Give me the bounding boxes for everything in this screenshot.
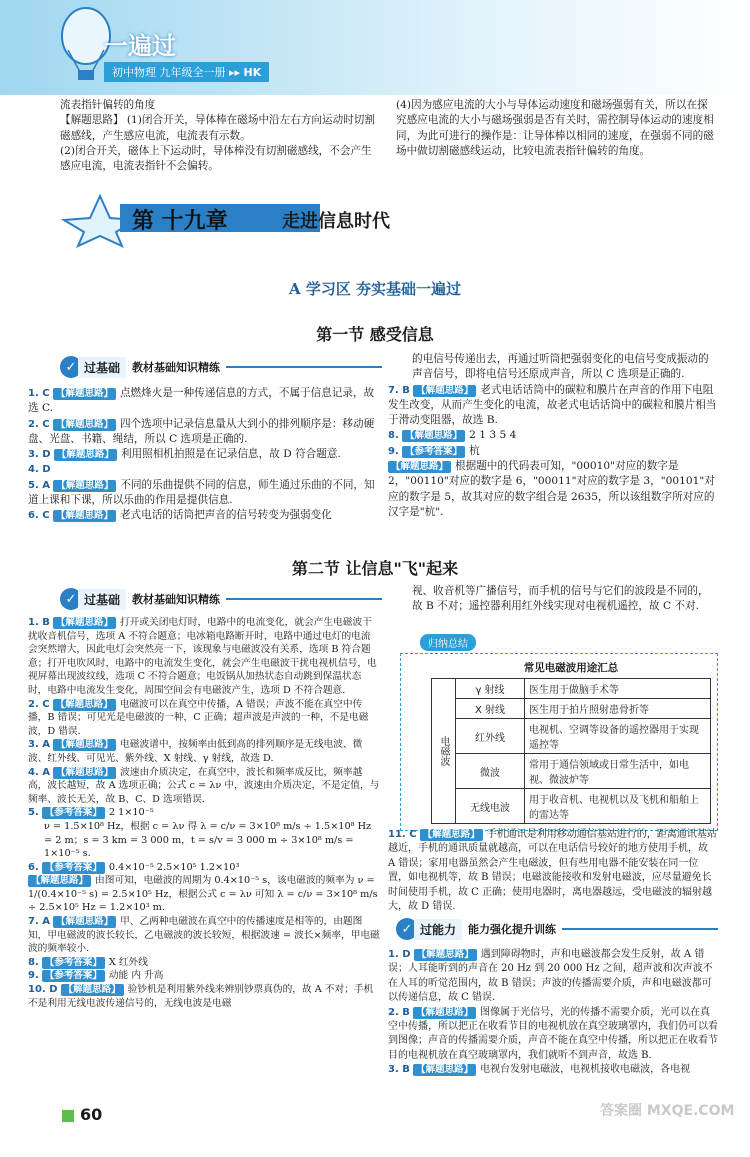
wave-name: γ 射线 bbox=[456, 679, 525, 699]
header-edition: HK bbox=[243, 66, 262, 79]
section-bar bbox=[60, 588, 382, 610]
check-icon: ✓ bbox=[396, 918, 418, 940]
answer-item: 1. B 【解题思路】 打开或关闭电灯时，电路中的电流变化，就会产生电磁波干扰收音机信号，选项 A 不符合题意；电冰箱电路断开时，电路中通过电灯的电流会突然增大，因此电灯会突然亮一下，该现象与电磁波没有关系，选项 B 符合题意；打开电吹风时，电路中的电流发生变化，就会产生电磁波干扰电视机信号，电视屏幕出现波纹线，选项 C 不符合题意；电饭锅从加热状态自动跳到保温状态时，电路中电流发生变化，周围空间会有电磁波产生，选项 D 不符合题意. bbox=[28, 617, 377, 696]
chapter-number: 第 十九章 bbox=[132, 209, 228, 234]
wave-name: 红外线 bbox=[456, 719, 525, 754]
answer-item: 3. B 【解题思路】 电视台发射电磁波，电视机接收电磁波，各电视 bbox=[388, 1064, 691, 1076]
answer-item: 10. D 【解题思路】 验钞机是利用紫外线来辨别钞票真伪的，故 A 不对；手机不是利用无线电波传递信号的，无线电波是电磁 bbox=[28, 984, 374, 1009]
summary-table bbox=[431, 678, 711, 824]
answer-item: 的电信号传递出去，再通过听筒把强弱变化的电信号变成振动的声音信号，即将电信号还原成声音，所以 C 选项是正确的. bbox=[412, 353, 709, 381]
answer-item: 8. 【解题思路】 2 1 3 5 4 bbox=[388, 429, 517, 442]
answer-item: 7. B 【解题思路】 老式电话话筒中的碳粒和膜片在声音的作用下电阻发生改变，从而产生变化的电流，故老式电话话筒中的碳粒和膜片相当于滑动变阻器，故选 B. bbox=[388, 383, 717, 427]
top-left-line: 【解题思路】 (1)闭合开关，导体棒在磁场中沿左右方向运动时切割磁感线，产生感应电流，电流表有示数。 bbox=[60, 114, 375, 142]
table-title: 常见电磁波用途汇总 bbox=[523, 662, 619, 674]
section1-right bbox=[388, 352, 718, 520]
zone-title: A 学习区 夯实基础一遍过 bbox=[288, 280, 462, 298]
bar-sub: 能力强化提升训练 bbox=[468, 923, 557, 936]
bar-divider bbox=[562, 928, 718, 930]
summary-frame bbox=[400, 653, 718, 831]
wave-use: 医生用于做脑手术等 bbox=[525, 679, 711, 699]
answer-item: 3. A 【解题思路】 电磁波谱中，按频率由低到高的排列顺序是无线电波、微波、红外线、可见光、紫外线、X 射线、γ 射线，故选 D. bbox=[28, 739, 363, 764]
answer-item: 【解题思路】 根据题中的代码表可知，"00010"对应的数字是 2，"00110"对应的数字是 6，"00011"对应的数字是 3，"00101"对应的数字是 5，故其对应的数字组合是 2635，所以该组数字所对应的汉字是"杭". bbox=[388, 460, 715, 518]
answer-item: 11. C 【解题思路】 手机通讯是利用移动通信基站进行的，距离通讯基站越近，手机的通讯质量就越高，可以在电话信号较好的地方使用手机，故 A 错误；家用电器虽然会产生电磁波，但有些用电器不能安装在同一位置，如电视机等，故 B 错误；电磁波能接收和发射电磁波，应尽量避免长时间使用手机，故 C 正确；使用电器时，离电器越远，受电磁波的辐射越大，故 D 错误. bbox=[388, 829, 717, 913]
check-icon: ✓ bbox=[60, 588, 82, 610]
top-right-column: (4)因为感应电流的大小与导体运动速度和磁场强弱有关，所以在探究感应电流的大小与磁场强弱是否有关时，需控制导体运动的速度相同，为此可进行的操作是：让导体棒以相同的速度，在强弱不同的磁场中做切割磁感线运动，比较电流表指针偏转的角度。 bbox=[396, 99, 714, 157]
answer-item: 1. D 【解题思路】 遇到障碍物时，声和电磁波都会发生反射，故 A 错误；人耳能听到的声音在 20 Hz 到 20 000 Hz 之间，超声波和次声波不在人耳的听觉范围内，故 B 错误；声波的传播需要介质，声和电磁波都可以传递信息，故 C 错误. bbox=[388, 949, 713, 1004]
section-bar bbox=[60, 356, 382, 378]
page-number-marker bbox=[62, 1110, 74, 1122]
section-title: 第一节 感受信息 bbox=[316, 325, 434, 344]
answer-item: 3. D 【解题思路】 利用照相机拍照是在记录信息，故 D 符合题意. bbox=[28, 448, 341, 461]
wave-name: 无线电波 bbox=[456, 789, 525, 824]
bar-sub: 教材基础知识精练 bbox=[132, 593, 221, 606]
summary-box bbox=[400, 632, 718, 831]
watermark: 答案圈 MXQE.COM bbox=[600, 1103, 735, 1119]
top-left-line: 流表指针偏转的角度 bbox=[60, 99, 156, 111]
summary-tag: 归纳总结 bbox=[420, 634, 476, 651]
answer-item: 8. 【参考答案】 X 红外线 bbox=[28, 956, 148, 968]
wave-use: 常用于通信领域或日常生活中，如电视、微波炉等 bbox=[525, 754, 711, 789]
answer-item: 9. 【参考答案】 杭 bbox=[388, 444, 480, 457]
bar-sub: 教材基础知识精练 bbox=[132, 361, 221, 374]
section-title: 第二节 让信息"飞"起来 bbox=[291, 559, 459, 578]
table-row bbox=[432, 699, 711, 719]
answer-item: 1. C 【解题思路】 点燃烽火是一种传递信息的方式，不属于信息记录，故选 C. bbox=[28, 387, 375, 415]
header-subtitle: 初中物理 九年级全一册 bbox=[112, 66, 226, 79]
wave-name: X 射线 bbox=[456, 699, 525, 719]
header-banner bbox=[0, 0, 750, 95]
bar-divider bbox=[226, 598, 382, 600]
answer-item: 2. C 【解题思路】 四个选项中记录信息量从大到小的排列顺序是：移动硬盘、光盘、书籍、绳结，所以 C 选项是正确的. bbox=[28, 417, 375, 445]
wave-use: 用于收音机、电视机以及飞机和船舶上的雷达等 bbox=[525, 789, 711, 824]
section2-left bbox=[28, 616, 380, 1010]
section2-right bbox=[388, 828, 718, 914]
answer-item: 6. C 【解题思路】 老式电话的话筒把声音的信号转变为强弱变化 bbox=[28, 509, 332, 522]
chapter-title: 走进信息时代 bbox=[282, 211, 390, 232]
answer-item: 6. 【参考答案】 0.4×10⁻⁵ 2.5×10⁵ 1.2×10³ bbox=[28, 861, 240, 873]
table-row bbox=[432, 754, 711, 789]
wave-use: 医生用于拍片照射患骨折等 bbox=[525, 699, 711, 719]
section1-left bbox=[28, 386, 380, 524]
wave-name: 微波 bbox=[456, 754, 525, 789]
chapter-banner bbox=[60, 192, 718, 242]
table-row bbox=[432, 679, 711, 699]
answer-item: 4. D bbox=[28, 464, 51, 476]
answer-item: 4. A 【解题思路】 波速由介质决定，在真空中，波长和频率成反比，频率越高，波长越短，故 A 选项正确；公式 c = λν 中，波速由介质决定，不是定值，与频率、波长无关，故 B、C、D 选项错误. bbox=[28, 766, 380, 805]
bar-label: 过基础 bbox=[78, 589, 126, 610]
group-cell: 电磁波 bbox=[432, 679, 456, 824]
answer-item: 5. 【参考答案】 2 1×10⁻⁵ bbox=[28, 807, 154, 819]
bar-label: 过能力 bbox=[414, 919, 462, 940]
ability-answers bbox=[388, 948, 718, 1078]
answer-item: 2. C 【解题思路】 电磁波可以在真空中传播，A 错误；声波不能在真空中传播，B 错误；可见光是电磁波的一种，C 正确；超声波是声波的一种，不是电磁波，D 错误. bbox=[28, 698, 369, 737]
answer-item: 5. A 【解题思路】 不同的乐曲提供不同的信息，师生通过乐曲的不同，知道上课和下课，所以乐曲的作用是提供信息. bbox=[28, 478, 375, 507]
brand-logo: 一遍过 bbox=[104, 32, 176, 60]
answer-item: 9. 【参考答案】 动能 内 升高 bbox=[28, 970, 164, 982]
answer-item: ν = 1.5×10⁸ Hz，根据 c = λν 得 λ = c/ν = 3×10⁸ m/s ÷ 1.5×10⁸ Hz = 2 m；s = 3 km = 3 000 m，t = s/v = 3 000 m ÷ 3×10⁸ m/s = 1×10⁻⁵ s. bbox=[44, 820, 372, 860]
answer-item: 【解题思路】 由图可知，电磁波的周期为 0.4×10⁻⁵ s，该电磁波的频率为 ν = 1/(0.4×10⁻⁵ s) = 2.5×10⁵ Hz，根据公式 c = λν 可知 λ = c/ν = 3×10⁸ m/s ÷ 2.5×10⁵ Hz = 1.2×10³ m. bbox=[28, 875, 378, 914]
section2-right-top: 视、收音机等广播信号，而手机的信号与它们的波段是不同的，故 B 不对；遥控器利用红外线实现对电视机遥控，故 C 不对. bbox=[412, 585, 709, 613]
arrow-icon: ▸▸ bbox=[229, 66, 244, 79]
answer-item: 7. A 【解题思路】 甲、乙两种电磁波在真空中的传播速度是相等的，由题图知，甲电磁波的波长较长，乙电磁波的波长较短，根据波速 = 波长×频率，甲电磁波的频率较小. bbox=[28, 916, 380, 955]
table-row bbox=[432, 719, 711, 754]
answer-item: 2. B 【解题思路】 图像属于光信号，光的传播不需要介质，光可以在真空中传播，所以把正在收看节目的电视机放在真空玻璃罩内，我们仍可以看到图像；声音的传播需要介质，声音不能在真空中传播，所以把正在收看节目的电视机放在真空玻璃罩内，我们就听不到声音，故选 B. bbox=[388, 1006, 718, 1061]
header-subtitle-box bbox=[104, 62, 269, 82]
bar-label: 过基础 bbox=[78, 357, 126, 378]
top-left-column bbox=[60, 98, 382, 174]
ability-bar bbox=[396, 918, 718, 940]
wave-use: 电视机、空调等设备的遥控器用于实现遥控等 bbox=[525, 719, 711, 754]
page-number: 60 bbox=[80, 1105, 103, 1124]
table-row bbox=[432, 789, 711, 824]
bar-divider bbox=[226, 366, 382, 368]
check-icon: ✓ bbox=[60, 356, 82, 378]
top-left-line: (2)闭合开关，磁体上下运动时，导体棒没有切割磁感线，不会产生感应电流，电流表指针不会偏转。 bbox=[60, 144, 372, 173]
